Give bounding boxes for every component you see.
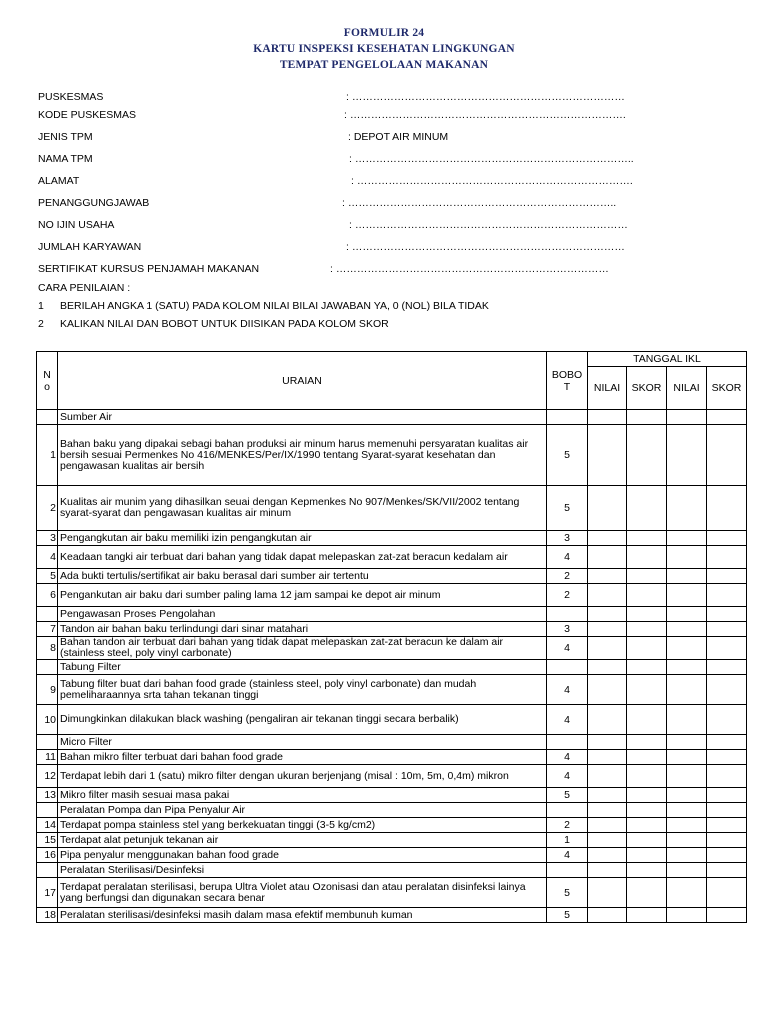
cell-skor[interactable] [627, 848, 667, 863]
cell-no [37, 607, 58, 622]
cell-bobot: 1 [547, 833, 588, 848]
field-value: : DEPOT AIR MINUM [348, 131, 449, 143]
form-heading: KARTU INSPEKSI KESEHATAN LINGKUNGAN [253, 43, 515, 55]
cell-empty [627, 410, 667, 425]
cell-nilai[interactable] [588, 637, 627, 660]
cell-nilai[interactable] [588, 788, 627, 803]
cell-skor[interactable] [627, 531, 667, 546]
cell-nilai[interactable] [588, 765, 627, 788]
table-row [37, 622, 747, 637]
cell-skor[interactable] [627, 818, 667, 833]
cell-empty [627, 735, 667, 750]
cell-nilai[interactable] [667, 675, 707, 705]
table-section-row [37, 410, 747, 425]
cell-nilai[interactable] [667, 878, 707, 908]
cell-skor[interactable] [707, 546, 747, 569]
cell-skor[interactable] [627, 750, 667, 765]
cell-no [37, 735, 58, 750]
cell-nilai[interactable] [667, 788, 707, 803]
cell-nilai[interactable] [667, 818, 707, 833]
cell-empty [547, 410, 588, 425]
cell-skor[interactable] [707, 425, 747, 486]
cell-skor[interactable] [707, 788, 747, 803]
table-section-row [37, 803, 747, 818]
field-label: PENANGGUNGJAWAB [38, 197, 150, 209]
cell-nilai[interactable] [588, 675, 627, 705]
cell-empty [667, 660, 707, 675]
cell-skor[interactable] [707, 584, 747, 607]
cell-uraian: Mikro filter masih sesuai masa pakai [58, 788, 547, 803]
cell-skor[interactable] [707, 531, 747, 546]
cell-nilai[interactable] [667, 425, 707, 486]
cell-bobot: 5 [547, 486, 588, 531]
cell-nilai[interactable] [667, 622, 707, 637]
cell-bobot: 3 [547, 622, 588, 637]
cell-nilai[interactable] [588, 569, 627, 584]
cell-uraian: Bahan tandon air terbuat dari bahan yang tidak dapat melepaskan zat-zat beracun ke dalam air (stainless steel, poly vinyl carbonate) [58, 637, 547, 660]
field-label: PUSKESMAS [38, 91, 104, 103]
cell-bobot: 4 [547, 848, 588, 863]
cell-no: 3 [37, 531, 58, 546]
table-row [37, 425, 747, 486]
cell-empty [667, 863, 707, 878]
cell-skor[interactable] [627, 546, 667, 569]
inspection-table-body [37, 410, 747, 923]
section-label: Tabung Filter [58, 660, 547, 675]
field-value[interactable]: : …………………………………………………………………… [346, 91, 625, 103]
cell-empty [627, 607, 667, 622]
cell-no [37, 803, 58, 818]
cell-no: 14 [37, 818, 58, 833]
cell-empty [707, 863, 747, 878]
cell-no [37, 660, 58, 675]
table-row [37, 486, 747, 531]
cell-bobot: 5 [547, 878, 588, 908]
cell-skor[interactable] [707, 908, 747, 923]
cell-bobot: 2 [547, 569, 588, 584]
table-row [37, 833, 747, 848]
cell-no: 18 [37, 908, 58, 923]
table-row [37, 750, 747, 765]
cell-bobot: 4 [547, 546, 588, 569]
cell-no: 6 [37, 584, 58, 607]
cell-nilai[interactable] [588, 878, 627, 908]
cell-empty [547, 803, 588, 818]
table-section-row [37, 735, 747, 750]
cell-no: 17 [37, 878, 58, 908]
cell-skor[interactable] [707, 622, 747, 637]
cell-skor[interactable] [627, 788, 667, 803]
table-row [37, 818, 747, 833]
cell-empty [547, 607, 588, 622]
header-bobot: BOBO T [547, 352, 588, 410]
cell-nilai[interactable] [667, 765, 707, 788]
table-row [37, 675, 747, 705]
header-no: N o [37, 352, 58, 410]
cell-skor[interactable] [627, 765, 667, 788]
cell-empty [667, 803, 707, 818]
field-label: JENIS TPM [38, 131, 93, 143]
cell-skor[interactable] [707, 833, 747, 848]
field-value[interactable]: : …………………………………………………………………… [346, 241, 625, 253]
field-value[interactable]: : ……………………………………………………………………. [344, 109, 626, 121]
cell-no [37, 410, 58, 425]
cell-skor[interactable] [627, 908, 667, 923]
cell-bobot: 4 [547, 637, 588, 660]
cell-nilai[interactable] [588, 908, 627, 923]
table-row [37, 531, 747, 546]
field-value[interactable]: : …………………………………………………………………….. [349, 153, 634, 165]
table-row [37, 848, 747, 863]
cell-empty [667, 410, 707, 425]
cell-nilai[interactable] [588, 833, 627, 848]
cell-empty [707, 607, 747, 622]
table-section-row [37, 607, 747, 622]
cell-no: 7 [37, 622, 58, 637]
table-row [37, 788, 747, 803]
cell-empty [588, 803, 627, 818]
header-skor: SKOR [707, 367, 747, 410]
cell-skor[interactable] [627, 425, 667, 486]
cell-empty [707, 660, 747, 675]
header-skor: SKOR [627, 367, 667, 410]
table-row [37, 584, 747, 607]
cell-no: 8 [37, 637, 58, 660]
cell-bobot: 4 [547, 705, 588, 735]
cell-skor[interactable] [627, 833, 667, 848]
cell-skor[interactable] [707, 818, 747, 833]
cell-nilai[interactable] [588, 818, 627, 833]
field-value[interactable]: : …………………………………………………………………… [349, 219, 628, 231]
cell-uraian: Tabung filter buat dari bahan food grade (stainless steel, poly vinyl carbonate) dan mudah pemeliharaannya srta tahan tekanan tinggi [58, 675, 547, 705]
cell-nilai[interactable] [588, 531, 627, 546]
cell-skor[interactable] [707, 705, 747, 735]
cell-no: 1 [37, 425, 58, 486]
cell-no: 10 [37, 705, 58, 735]
cell-no [37, 863, 58, 878]
cell-uraian: Pengankutan air baku dari sumber paling lama 12 jam sampai ke depot air minum [58, 584, 547, 607]
cell-uraian: Peralatan sterilisasi/desinfeksi masih dalam masa efektif membunuh kuman [58, 908, 547, 923]
cell-uraian: Bahan baku yang dipakai sebagi bahan produksi air minum harus memenuhi persyaratan kualitas air bersih sesuai Permenkes No 416/MENKES/Per/IX/1990 tentang Syarat-syarat kesehatan dan pengawasan kualitas air bersih [58, 425, 547, 486]
cell-skor[interactable] [627, 705, 667, 735]
cell-bobot: 5 [547, 425, 588, 486]
section-label: Pengawasan Proses Pengolahan [58, 607, 547, 622]
cell-nilai[interactable] [667, 908, 707, 923]
cell-bobot: 4 [547, 750, 588, 765]
cell-empty [547, 735, 588, 750]
instruction-text: KALIKAN NILAI DAN BOBOT UNTUK DIISIKAN PADA KOLOM SKOR [60, 318, 389, 330]
instruction-text: BERILAH ANGKA 1 (SATU) PADA KOLOM NILAI BILAI JAWABAN YA, 0 (NOL) BILA TIDAK [60, 300, 489, 312]
field-label: NO IJIN USAHA [38, 219, 115, 231]
cell-no: 11 [37, 750, 58, 765]
field-value[interactable]: : …………………………………………………………………… [330, 263, 609, 275]
form-number: FORMULIR 24 [343, 27, 425, 39]
cell-uraian: Dimungkinkan dilakukan black washing (pengaliran air tekanan tinggi secara berbalik) [58, 705, 547, 735]
cell-empty [588, 410, 627, 425]
cell-skor[interactable] [627, 637, 667, 660]
form-subheading: TEMPAT PENGELOLAAN MAKANAN [279, 59, 489, 71]
cell-empty [707, 410, 747, 425]
cell-skor[interactable] [707, 486, 747, 531]
header-tanggal-ikl: TANGGAL IKL [588, 352, 747, 367]
cell-skor[interactable] [627, 486, 667, 531]
cell-skor[interactable] [627, 569, 667, 584]
cell-empty [588, 863, 627, 878]
cell-no: 5 [37, 569, 58, 584]
cell-uraian: Terdapat peralatan sterilisasi, berupa Ultra Violet atau Ozonisasi dan atau peralatan disinfeksi lainya yang berfungsi dan digunakan secara benar [58, 878, 547, 908]
cell-nilai[interactable] [588, 622, 627, 637]
cell-uraian: Terdapat pompa stainless stel yang berkekuatan tinggi (3-5 kg/cm2) [58, 818, 547, 833]
cell-skor[interactable] [627, 584, 667, 607]
header-nilai: NILAI [588, 367, 627, 410]
cell-empty [588, 735, 627, 750]
cell-no: 2 [37, 486, 58, 531]
cell-skor[interactable] [627, 622, 667, 637]
field-value[interactable]: : ………………………………………………………………….. [342, 197, 617, 209]
cell-skor[interactable] [627, 675, 667, 705]
cell-bobot: 2 [547, 818, 588, 833]
header-nilai: NILAI [667, 367, 707, 410]
cell-skor[interactable] [707, 569, 747, 584]
table-row [37, 546, 747, 569]
cell-skor[interactable] [707, 848, 747, 863]
cell-empty [547, 863, 588, 878]
cell-empty [588, 607, 627, 622]
cell-bobot: 4 [547, 765, 588, 788]
cell-bobot: 4 [547, 675, 588, 705]
cell-uraian: Kualitas air munim yang dihasilkan seuai dengan Kepmenkes No 907/Menkes/SK/VII/2002 tentang syarat-syarat dan pengawasan kualitas air minum [58, 486, 547, 531]
cell-empty [627, 863, 667, 878]
field-label: JUMLAH KARYAWAN [38, 241, 142, 253]
section-label: Sumber Air [58, 410, 547, 425]
cell-nilai[interactable] [588, 425, 627, 486]
field-label: ALAMAT [38, 175, 80, 187]
cell-uraian: Terdapat lebih dari 1 (satu) mikro filter dengan ukuran berjenjang (misal : 10m, 5m, 0,4m) mikron [58, 765, 547, 788]
cell-nilai[interactable] [667, 584, 707, 607]
cell-no: 4 [37, 546, 58, 569]
cell-empty [707, 803, 747, 818]
cell-nilai[interactable] [588, 546, 627, 569]
field-label: SERTIFIKAT KURSUS PENJAMAH MAKANAN [38, 263, 260, 275]
cell-nilai[interactable] [588, 750, 627, 765]
instruction-number: 1 [38, 300, 44, 312]
cell-nilai[interactable] [588, 486, 627, 531]
instructions-heading: CARA PENILAIAN : [38, 282, 131, 294]
cell-no: 16 [37, 848, 58, 863]
cell-uraian: Pipa penyalur menggunakan bahan food grade [58, 848, 547, 863]
cell-uraian: Tandon air bahan baku terlindungi dari sinar matahari [58, 622, 547, 637]
cell-nilai[interactable] [667, 750, 707, 765]
cell-nilai[interactable] [667, 705, 707, 735]
cell-skor[interactable] [707, 878, 747, 908]
cell-uraian: Pengangkutan air baku memiliki izin pengangkutan air [58, 531, 547, 546]
cell-empty [627, 803, 667, 818]
cell-uraian: Bahan mikro filter terbuat dari bahan food grade [58, 750, 547, 765]
table-row [37, 765, 747, 788]
cell-nilai[interactable] [667, 486, 707, 531]
inspection-table [36, 351, 747, 923]
cell-bobot: 5 [547, 908, 588, 923]
section-label: Peralatan Sterilisasi/Desinfeksi [58, 863, 547, 878]
field-label: KODE PUSKESMAS [38, 109, 137, 121]
field-value[interactable]: : ……………………………………………………………………. [351, 175, 633, 187]
cell-bobot: 5 [547, 788, 588, 803]
table-row [37, 637, 747, 660]
cell-nilai[interactable] [667, 833, 707, 848]
cell-empty [627, 660, 667, 675]
cell-nilai[interactable] [667, 531, 707, 546]
instruction-number: 2 [38, 318, 44, 330]
cell-empty [588, 660, 627, 675]
cell-empty [707, 735, 747, 750]
cell-nilai[interactable] [667, 848, 707, 863]
cell-nilai[interactable] [667, 637, 707, 660]
cell-empty [667, 607, 707, 622]
cell-skor[interactable] [707, 675, 747, 705]
table-section-row [37, 863, 747, 878]
cell-skor[interactable] [627, 878, 667, 908]
cell-empty [667, 735, 707, 750]
cell-nilai[interactable] [588, 584, 627, 607]
cell-nilai[interactable] [588, 848, 627, 863]
cell-empty [547, 660, 588, 675]
table-section-row [37, 660, 747, 675]
table-row [37, 569, 747, 584]
section-label: Micro Filter [58, 735, 547, 750]
cell-no: 13 [37, 788, 58, 803]
cell-no: 15 [37, 833, 58, 848]
table-row [37, 878, 747, 908]
table-row [37, 705, 747, 735]
cell-bobot: 2 [547, 584, 588, 607]
cell-uraian: Terdapat alat petunjuk tekanan air [58, 833, 547, 848]
cell-no: 12 [37, 765, 58, 788]
cell-nilai[interactable] [588, 705, 627, 735]
cell-bobot: 3 [547, 531, 588, 546]
cell-nilai[interactable] [667, 569, 707, 584]
section-label: Peralatan Pompa dan Pipa Penyalur Air [58, 803, 547, 818]
cell-uraian: Ada bukti tertulis/sertifikat air baku berasal dari sumber air tertentu [58, 569, 547, 584]
cell-skor[interactable] [707, 765, 747, 788]
cell-nilai[interactable] [667, 546, 707, 569]
cell-no: 9 [37, 675, 58, 705]
cell-skor[interactable] [707, 750, 747, 765]
header-uraian: URAIAN [58, 352, 547, 410]
field-label: NAMA TPM [38, 153, 93, 165]
cell-skor[interactable] [707, 637, 747, 660]
table-row [37, 908, 747, 923]
cell-uraian: Keadaan tangki air terbuat dari bahan yang tidak dapat melepaskan zat-zat beracun kedalam air [58, 546, 547, 569]
